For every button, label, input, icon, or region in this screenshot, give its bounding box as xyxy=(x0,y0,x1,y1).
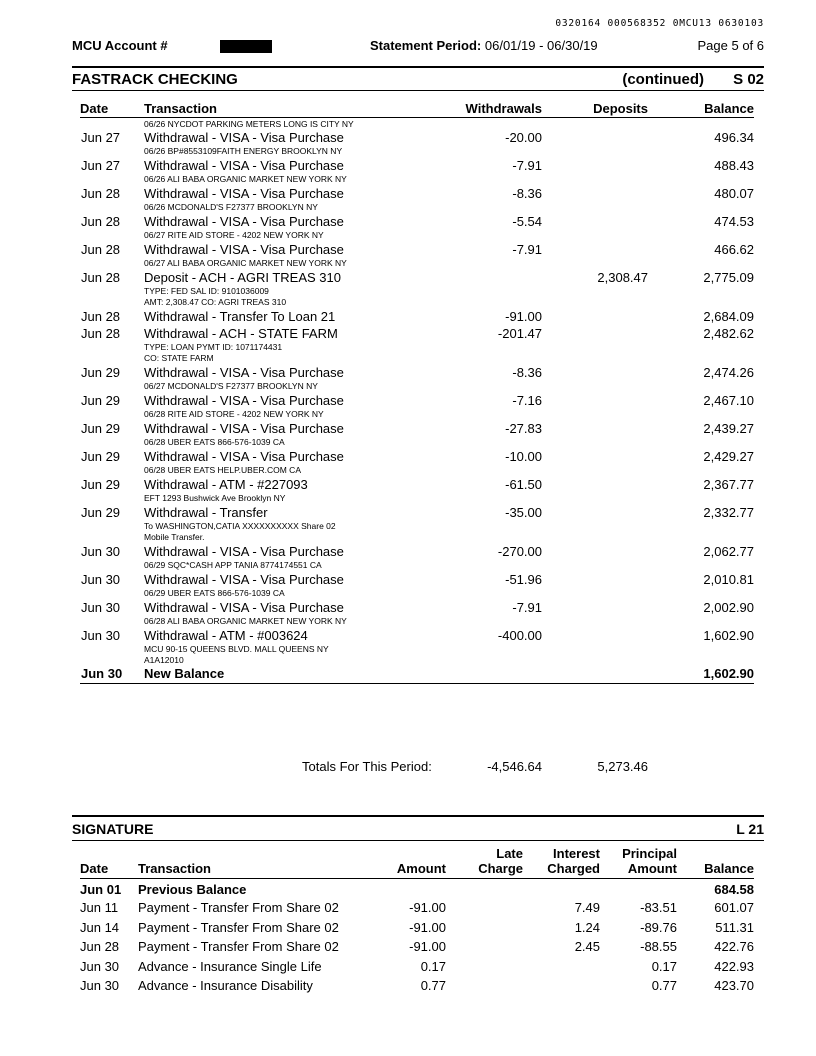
new-balance-withdrawal-empty xyxy=(424,666,542,684)
row-detail-line: 06/28 ALI BABA ORGANIC MARKET NEW YORK NY xyxy=(144,616,347,626)
table-row xyxy=(80,308,754,325)
row-detail-line: 06/29 SQC*CASH APP TANIA 8774174551 CA xyxy=(144,560,322,570)
row-withdrawal: -5.54 xyxy=(512,214,542,229)
sig-row-amount: 0.77 xyxy=(420,978,446,993)
row-withdrawal: -61.50 xyxy=(505,477,542,492)
row-deposit xyxy=(542,213,648,241)
table-row xyxy=(80,918,754,938)
row-details xyxy=(144,644,424,666)
row-detail-line: 06/28 UBER EATS 866-576-1039 CA xyxy=(144,437,285,447)
sig-row-amount: -91.00 xyxy=(409,900,446,915)
row-details xyxy=(144,258,424,269)
row-description: Withdrawal - VISA - Visa Purchase xyxy=(144,214,344,229)
row-transaction xyxy=(144,504,424,543)
sig-row-principal: -83.51 xyxy=(640,900,677,915)
row-transaction xyxy=(144,213,424,241)
new-balance-date: Jun 30 xyxy=(80,666,144,684)
sig-col-balance: Balance xyxy=(677,846,754,879)
continued-label: (continued) xyxy=(622,71,704,88)
table-row xyxy=(80,448,754,476)
sig-col-late-charge xyxy=(446,846,523,879)
row-transaction xyxy=(144,269,424,308)
statement-period-value: 06/01/19 - 06/30/19 xyxy=(484,38,598,53)
row-balance: 2,010.81 xyxy=(703,572,754,587)
row-details xyxy=(144,588,424,599)
signature-header-row xyxy=(80,846,754,879)
row-transaction xyxy=(144,364,424,392)
checking-title: FASTRACK CHECKING xyxy=(72,71,238,88)
row-date: Jun 28 xyxy=(81,309,121,324)
row-date: Jun 29 xyxy=(81,477,121,492)
row-transaction xyxy=(144,476,424,504)
row-balance: 480.07 xyxy=(714,186,754,201)
row-balance: 2,467.10 xyxy=(703,393,754,408)
sig-col-date: Date xyxy=(80,846,138,879)
row-balance: 2,002.90 xyxy=(703,600,754,615)
row-withdrawal: -10.00 xyxy=(505,449,542,464)
row-balance: 2,429.27 xyxy=(703,449,754,464)
sig-row-late-charge xyxy=(446,937,523,957)
prev-amount-empty xyxy=(386,879,446,899)
row-description: Withdrawal - ATM - #227093 xyxy=(144,477,308,492)
row-deposit xyxy=(542,476,648,504)
table-row xyxy=(80,213,754,241)
row-date: Jun 29 xyxy=(81,505,121,520)
row-deposit xyxy=(542,157,648,185)
new-balance-row xyxy=(80,666,754,684)
table-row xyxy=(80,543,754,571)
row-details xyxy=(144,409,424,420)
row-detail-line: EFT 1293 Bushwick Ave Brooklyn NY xyxy=(144,493,286,503)
row-deposit xyxy=(542,364,648,392)
row-description: Withdrawal - VISA - Visa Purchase xyxy=(144,600,344,615)
row-withdrawal: -7.91 xyxy=(512,242,542,257)
col-deposits: Deposits xyxy=(542,99,648,118)
sig-col-amount: Amount xyxy=(386,846,446,879)
row-balance: 2,474.26 xyxy=(703,365,754,380)
table-row xyxy=(80,937,754,957)
row-balance: 2,062.77 xyxy=(703,544,754,559)
row-description: Withdrawal - VISA - Visa Purchase xyxy=(144,421,344,436)
table-row xyxy=(80,898,754,918)
row-transaction xyxy=(144,241,424,269)
row-date: Jun 29 xyxy=(81,393,121,408)
row-withdrawal: -20.00 xyxy=(505,130,542,145)
table-row xyxy=(80,504,754,543)
prev-late-empty xyxy=(446,879,523,899)
row-detail-line: MCU 90-15 QUEENS BLVD. MALL QUEENS NY xyxy=(144,644,329,654)
row-description: Withdrawal - Transfer To Loan 21 xyxy=(144,309,336,324)
row-deposit xyxy=(542,241,648,269)
sig-row-date: Jun 14 xyxy=(80,919,120,935)
prev-balance: 684.58 xyxy=(714,882,754,897)
row-transaction xyxy=(144,157,424,185)
row-detail-line: 06/27 MCDONALD'S F27377 BROOKLYN NY xyxy=(144,381,318,391)
sig-row-balance: 511.31 xyxy=(715,919,754,935)
row-detail-line: AMT: 2,308.47 CO: AGRI TREAS 310 xyxy=(144,297,287,307)
period-totals xyxy=(80,759,754,775)
row-date: Jun 29 xyxy=(81,421,121,436)
row-deposit xyxy=(542,543,648,571)
sig-row-transaction: Payment - Transfer From Share 02 xyxy=(138,919,339,935)
row-details xyxy=(144,493,424,504)
row-withdrawal: -270.00 xyxy=(497,544,542,559)
checking-share-code: S 02 xyxy=(733,71,764,88)
row-date: Jun 29 xyxy=(81,365,121,380)
row-detail-line: 06/27 ALI BABA ORGANIC MARKET NEW YORK NY xyxy=(144,258,347,268)
row-detail-line: 06/27 RITE AID STORE - 4202 NEW YORK NY xyxy=(144,230,324,240)
row-description: Withdrawal - ATM - #003624 xyxy=(144,628,308,643)
row-details xyxy=(144,616,424,627)
row-detail-line: 06/28 RITE AID STORE - 4202 NEW YORK NY xyxy=(144,409,324,419)
row-deposit xyxy=(542,627,648,666)
row-transaction xyxy=(144,571,424,599)
checking-title-underline xyxy=(72,90,764,91)
row-withdrawal: -35.00 xyxy=(505,505,542,520)
checking-transactions-table xyxy=(80,99,754,684)
row-withdrawal: -7.91 xyxy=(512,600,542,615)
row-deposit xyxy=(542,325,648,364)
carried-over-detail: 06/26 NYCDOT PARKING METERS LONG IS CITY NY xyxy=(144,119,354,129)
sig-col-interest xyxy=(523,846,600,879)
sig-row-principal: 0.17 xyxy=(651,958,677,974)
row-deposit xyxy=(542,185,648,213)
sig-row-interest: 2.45 xyxy=(574,939,600,954)
sig-row-amount: -91.00 xyxy=(409,939,446,954)
row-withdrawal: -27.83 xyxy=(505,421,542,436)
row-details xyxy=(144,465,424,476)
totals-withdrawals: -4,546.64 xyxy=(487,759,542,774)
row-balance: 474.53 xyxy=(714,214,754,229)
row-transaction xyxy=(144,185,424,213)
statement-header xyxy=(72,38,764,54)
row-detail-line: 06/26 BP#8553109FAITH ENERGY BROOKLYN NY xyxy=(144,146,343,156)
sig-row-transaction: Advance - Insurance Single Life xyxy=(138,958,322,974)
sig-row-interest xyxy=(523,957,600,977)
sig-col-interest-line2: Charged xyxy=(547,861,600,876)
row-details xyxy=(144,521,424,543)
sig-row-balance: 423.70 xyxy=(714,978,754,993)
checking-section-title xyxy=(72,71,764,88)
sig-row-date: Jun 30 xyxy=(80,978,120,993)
row-details xyxy=(144,174,424,185)
row-transaction xyxy=(144,308,424,325)
sig-row-balance: 422.93 xyxy=(714,958,754,974)
table-row xyxy=(80,599,754,627)
row-withdrawal: -51.96 xyxy=(505,572,542,587)
row-withdrawal: -201.47 xyxy=(497,326,542,341)
row-withdrawal: -8.36 xyxy=(512,186,542,201)
row-withdrawal: -91.00 xyxy=(505,309,542,324)
row-transaction xyxy=(144,325,424,364)
sig-col-principal xyxy=(600,846,677,879)
signature-body xyxy=(80,879,754,996)
row-details xyxy=(144,560,424,571)
table-row xyxy=(80,157,754,185)
row-date: Jun 30 xyxy=(81,572,121,587)
row-description: Withdrawal - VISA - Visa Purchase xyxy=(144,572,344,587)
row-date: Jun 28 xyxy=(81,214,121,229)
row-detail-line: A1A12010 xyxy=(144,655,184,665)
row-details xyxy=(144,381,424,392)
row-transaction xyxy=(144,392,424,420)
row-date: Jun 29 xyxy=(81,449,121,464)
row-withdrawal: -7.91 xyxy=(512,158,542,173)
row-detail-line: 06/26 ALI BABA ORGANIC MARKET NEW YORK NY xyxy=(144,174,347,184)
sig-row-interest: 7.49 xyxy=(574,900,600,915)
row-description: Withdrawal - Transfer xyxy=(144,505,268,520)
row-details xyxy=(144,342,424,364)
col-balance: Balance xyxy=(648,99,754,118)
row-description: Withdrawal - VISA - Visa Purchase xyxy=(144,393,344,408)
row-deposit xyxy=(542,504,648,543)
row-date: Jun 30 xyxy=(81,600,121,615)
row-balance: 2,367.77 xyxy=(703,477,754,492)
statement-period-label: Statement Period: xyxy=(370,38,482,53)
sig-row-late-charge xyxy=(446,918,523,938)
row-transaction xyxy=(144,627,424,666)
col-transaction: Transaction xyxy=(144,99,424,118)
signature-section-rule xyxy=(72,815,764,817)
table-row xyxy=(80,241,754,269)
row-date: Jun 28 xyxy=(81,326,121,341)
row-description: Withdrawal - VISA - Visa Purchase xyxy=(144,130,344,145)
sig-row-amount: -91.00 xyxy=(409,919,446,935)
table-row xyxy=(80,476,754,504)
table-row xyxy=(80,976,754,996)
row-details xyxy=(144,286,424,308)
sig-col-principal-line2: Amount xyxy=(627,861,677,876)
row-details xyxy=(144,230,424,241)
row-date: Jun 27 xyxy=(81,130,121,145)
sig-row-principal: -88.55 xyxy=(640,939,677,954)
sig-row-principal: 0.77 xyxy=(651,978,677,993)
row-balance: 2,775.09 xyxy=(703,270,754,285)
signature-loan-code: L 21 xyxy=(736,821,764,837)
signature-loan-table xyxy=(80,846,754,996)
row-deposit xyxy=(542,448,648,476)
table-row xyxy=(80,957,754,977)
prev-principal-empty xyxy=(600,879,677,899)
row-date: Jun 30 xyxy=(81,628,121,643)
row-detail-line: 06/29 UBER EATS 866-576-1039 CA xyxy=(144,588,285,598)
signature-title-underline xyxy=(72,840,764,841)
row-transaction xyxy=(144,118,424,158)
col-date: Date xyxy=(80,99,144,118)
sig-row-transaction: Payment - Transfer From Share 02 xyxy=(138,900,339,915)
row-deposit: 2,308.47 xyxy=(597,270,648,285)
sig-col-transaction: Transaction xyxy=(138,846,386,879)
row-transaction xyxy=(144,448,424,476)
row-balance: 496.34 xyxy=(714,130,754,145)
table-row xyxy=(80,392,754,420)
prev-date: Jun 01 xyxy=(80,882,122,897)
row-description: Deposit - ACH - AGRI TREAS 310 xyxy=(144,270,341,285)
sig-row-balance: 601.07 xyxy=(714,900,754,915)
row-date: Jun 28 xyxy=(81,186,121,201)
sig-row-date: Jun 11 xyxy=(80,900,119,915)
sig-col-late-charge-line1: Late xyxy=(496,846,523,861)
table-row xyxy=(80,325,754,364)
row-balance: 2,439.27 xyxy=(703,421,754,436)
row-withdrawal: -8.36 xyxy=(512,365,542,380)
prev-interest-empty xyxy=(523,879,600,899)
table-row xyxy=(80,118,754,158)
sig-row-date: Jun 30 xyxy=(80,958,120,974)
sig-row-date: Jun 28 xyxy=(80,939,120,954)
row-deposit xyxy=(542,308,648,325)
row-description: Withdrawal - VISA - Visa Purchase xyxy=(144,186,344,201)
row-description: Withdrawal - VISA - Visa Purchase xyxy=(144,158,344,173)
statement-period xyxy=(370,38,598,53)
row-date: Jun 28 xyxy=(81,242,121,257)
row-transaction xyxy=(144,420,424,448)
new-balance-amount: 1,602.90 xyxy=(648,666,754,684)
row-deposit xyxy=(542,420,648,448)
row-deposit xyxy=(542,599,648,627)
table-row xyxy=(80,571,754,599)
row-balance: 488.43 xyxy=(714,158,754,173)
sig-row-amount: 0.17 xyxy=(420,958,446,974)
row-detail-line: CO: STATE FARM xyxy=(144,353,214,363)
page-number: Page 5 of 6 xyxy=(697,38,764,53)
row-details xyxy=(144,202,424,213)
row-date: Jun 27 xyxy=(81,158,121,173)
previous-balance-row xyxy=(80,879,754,899)
account-label: MCU Account # xyxy=(72,38,168,53)
col-withdrawals: Withdrawals xyxy=(424,99,542,118)
table-row xyxy=(80,627,754,666)
sig-col-principal-line1: Principal xyxy=(622,846,677,861)
row-description: Withdrawal - ACH - STATE FARM xyxy=(144,326,338,341)
table-row xyxy=(80,269,754,308)
row-deposit xyxy=(542,571,648,599)
row-withdrawal xyxy=(424,269,542,308)
prev-label: Previous Balance xyxy=(138,882,247,897)
row-detail-line: TYPE: FED SAL ID: 9101036009 xyxy=(144,286,269,296)
row-transaction xyxy=(144,543,424,571)
table-row xyxy=(80,364,754,392)
row-detail-line: 06/26 MCDONALD'S F27377 BROOKLYN NY xyxy=(144,202,318,212)
row-balance: 2,684.09 xyxy=(703,309,754,324)
table-row xyxy=(80,185,754,213)
row-deposit xyxy=(542,118,648,158)
sig-row-principal: -89.76 xyxy=(640,919,677,935)
totals-deposits: 5,273.46 xyxy=(597,759,648,774)
row-deposit xyxy=(542,392,648,420)
sig-row-interest: 1.24 xyxy=(574,919,600,935)
document-control-code: 0320164 000568352 0MCU13 0630103 xyxy=(555,18,764,29)
new-balance-label: New Balance xyxy=(144,666,424,684)
redacted-account-number xyxy=(220,40,272,53)
row-transaction xyxy=(144,599,424,627)
checking-header-row xyxy=(80,99,754,118)
row-date: Jun 30 xyxy=(81,544,121,559)
sig-row-transaction: Advance - Insurance Disability xyxy=(138,978,313,993)
sig-row-balance: 422.76 xyxy=(714,939,754,954)
row-withdrawal: -7.16 xyxy=(512,393,542,408)
row-description: Withdrawal - VISA - Visa Purchase xyxy=(144,242,344,257)
row-balance: 2,332.77 xyxy=(703,505,754,520)
row-balance: 466.62 xyxy=(714,242,754,257)
signature-section-title xyxy=(72,821,764,837)
sig-row-interest xyxy=(523,976,600,996)
sig-row-late-charge xyxy=(446,976,523,996)
sig-row-late-charge xyxy=(446,898,523,918)
sig-row-late-charge xyxy=(446,957,523,977)
new-balance-deposit-empty xyxy=(542,666,648,684)
sig-row-transaction: Payment - Transfer From Share 02 xyxy=(138,939,339,954)
row-detail-line: Mobile Transfer. xyxy=(144,532,205,542)
row-balance: 1,602.90 xyxy=(703,628,754,643)
sig-col-late-charge-line2: Charge xyxy=(478,861,523,876)
checking-body xyxy=(80,118,754,684)
row-description: Withdrawal - VISA - Visa Purchase xyxy=(144,544,344,559)
row-withdrawal: -400.00 xyxy=(497,628,542,643)
table-row xyxy=(80,420,754,448)
row-detail-line: To WASHINGTON,CATIA XXXXXXXXXX Share 02 xyxy=(144,521,336,531)
totals-label: Totals For This Period: xyxy=(302,759,432,774)
row-balance: 2,482.62 xyxy=(703,326,754,341)
row-date: Jun 28 xyxy=(81,270,121,285)
checking-section-rule xyxy=(72,66,764,68)
row-detail-line: TYPE: LOAN PYMT ID: 1071174431 xyxy=(144,342,283,352)
row-details xyxy=(144,146,424,157)
sig-col-interest-line1: Interest xyxy=(553,846,600,861)
row-details xyxy=(144,437,424,448)
signature-title: SIGNATURE xyxy=(72,821,154,837)
row-detail-line: 06/28 UBER EATS HELP.UBER.COM CA xyxy=(144,465,301,475)
row-description: Withdrawal - VISA - Visa Purchase xyxy=(144,449,344,464)
row-description: Withdrawal - VISA - Visa Purchase xyxy=(144,365,344,380)
